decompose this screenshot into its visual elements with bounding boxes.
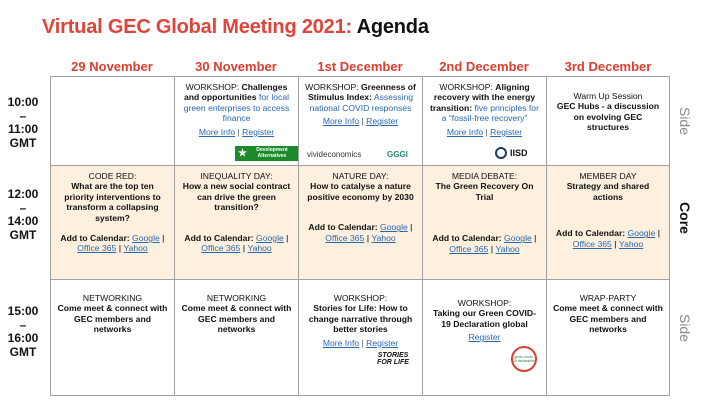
cell-r1-c3: WORKSHOP: Greenness of Stimulus Index: Assessing national COVID responses More Info | Register vivideconomics GGGI [298,76,423,166]
title-sub: Agenda [356,16,429,38]
register-link[interactable]: Register [490,126,523,137]
page-title [42,16,429,39]
google-calendar-link[interactable]: Google [627,228,656,239]
office365-calendar-link[interactable]: Office 365 [449,243,489,254]
vivid-economics-logo: vivideconomics [307,150,362,159]
side-label-2: Side [677,313,693,343]
time-slot-2: 12:00 – 14:00 GMT [7,187,39,242]
yahoo-calendar-link[interactable]: Yahoo [247,243,272,254]
register-link[interactable]: Register [242,126,275,137]
cell-r3-c1: NETWORKING Come meet & connect with GEC members and networks [50,279,175,396]
office365-calendar-link[interactable]: Office 365 [572,238,612,249]
cell-r2-c5: MEMBER DAY Strategy and shared actions Add to Calendar: Google | Office 365 | Yahoo [546,165,670,280]
yahoo-calendar-link[interactable]: Yahoo [619,238,644,249]
development-alternatives-logo: ★ Development Alternatives [235,146,298,161]
office365-calendar-link[interactable]: Office 365 [201,243,241,254]
register-link[interactable]: Register [366,337,399,348]
stories-for-life-logo: STORIES FOR LIFE [377,352,409,366]
cell-r2-c4: MEDIA DEBATE: The Green Recovery On Trial Add to Calendar: Google | Office 365 | Yahoo [422,165,547,280]
title-main: Virtual GEC Global Meeting 2021: [42,16,352,38]
cell-r2-c2: INEQUALITY DAY: How a new social contract can drive the green transition? Add to Calendar: Google | Office 365 | Yahoo [174,165,299,280]
day-header-1: 29 November [71,59,153,74]
time-slot-1: 10:00 – 11:00 GMT [7,95,39,150]
google-calendar-link[interactable]: Google [132,233,160,244]
more-info-link[interactable]: More Info [322,116,360,127]
side-label-1: Side [677,106,693,136]
cell-r3-c4: WORKSHOP: Taking our Green COVID-19 Declaration global Register green covid-19 declaration [422,279,547,396]
cell-r1-c4: WORKSHOP: Aligning recovery with the energy transition: five principles for a “fossil-free recovery” More Info | Register IISD [422,76,547,166]
more-info-link[interactable]: More Info [198,126,236,137]
day-header-3: 1st December [317,59,403,74]
cell-r1-c2: WORKSHOP: Challenges and opportunities for local green enterprises to access finance More Info | Register ★ Development Alternatives [174,76,299,166]
cell-r2-c3: NATURE DAY: How to catalyse a nature positive economy by 2030 Add to Calendar: Google | Office 365 | Yahoo [298,165,423,280]
cell-r3-c2: NETWORKING Come meet & connect with GEC members and networks [174,279,299,396]
time-slot-3: 15:00 – 16:00 GMT [7,304,39,359]
more-info-link[interactable]: More Info [322,337,360,348]
cell-r2-c1: CODE RED: What are the top ten priority interventions to transform a collapsing system? Add to Calendar: Google | Office 365 | Yahoo [50,165,175,280]
cell-r1-c1 [50,76,175,166]
day-header-2: 30 November [195,59,277,74]
cell-r3-c3: WORKSHOP: Stories for Life: How to change narrative through better stories More Info | Register STORIES FOR LIFE [298,279,423,396]
gggi-logo: GGGI [387,150,408,159]
core-label: Core [677,202,693,234]
green-covid-declaration-logo: green covid-19 declaration [511,346,537,372]
yahoo-calendar-link[interactable]: Yahoo [495,243,520,254]
office365-calendar-link[interactable]: Office 365 [77,243,117,254]
cell-r3-c5: WRAP-PARTY Come meet & connect with GEC members and networks [546,279,670,396]
office365-calendar-link[interactable]: Office 365 [325,232,365,243]
register-link[interactable]: Register [366,116,399,127]
google-calendar-link[interactable]: Google [256,232,284,243]
agenda-grid [50,76,670,396]
day-header-5: 3rd December [564,59,652,74]
yahoo-calendar-link[interactable]: Yahoo [371,232,396,243]
iisd-logo: IISD [495,147,528,159]
day-header-4: 2nd December [439,59,529,74]
more-info-link[interactable]: More Info [446,126,484,137]
google-calendar-link[interactable]: Google [380,222,408,233]
yahoo-calendar-link[interactable]: Yahoo [123,243,148,254]
register-link[interactable]: Register [468,332,501,343]
google-calendar-link[interactable]: Google [504,233,532,244]
cell-r1-c5: Warm Up Session GEC Hubs - a discussion on evolving GEC structures [546,76,670,166]
